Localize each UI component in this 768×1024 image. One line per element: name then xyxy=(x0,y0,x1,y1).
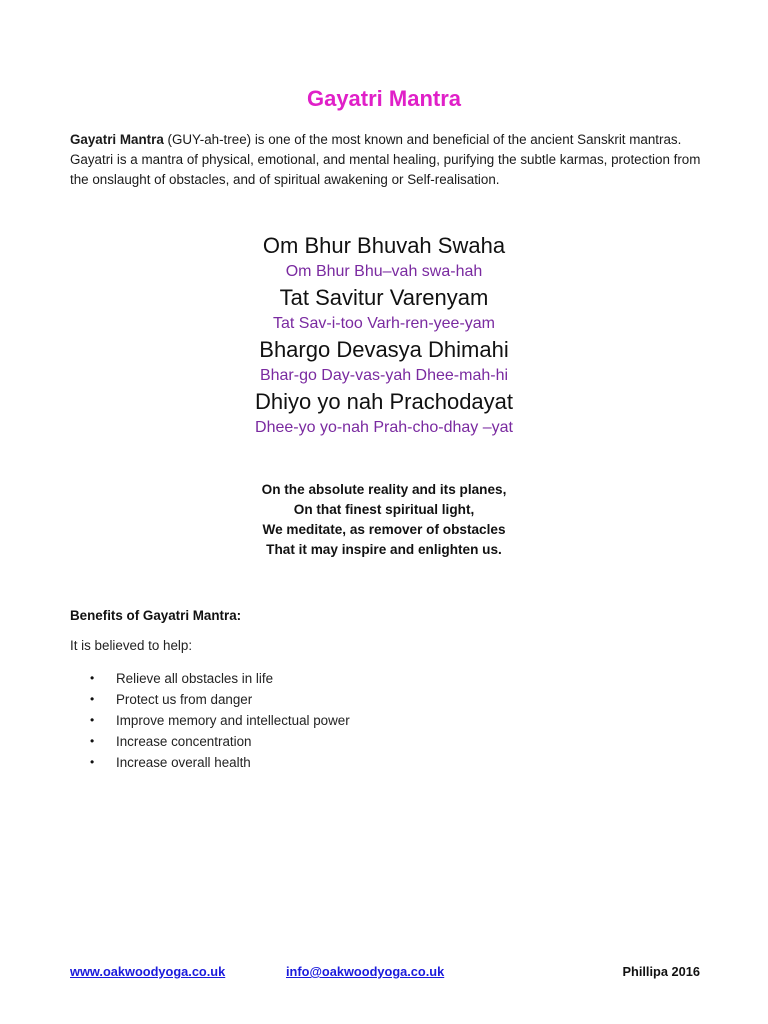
mantra-pronunciation: Dhee-yo yo-nah Prah-cho-dhay –yat xyxy=(255,419,513,436)
bullet-icon: • xyxy=(90,713,95,727)
mantra-pronunciation: Om Bhur Bhu–vah swa-hah xyxy=(285,263,483,280)
list-item-text: Increase overall health xyxy=(116,755,251,770)
list-item xyxy=(90,731,350,752)
list-item xyxy=(90,752,350,773)
mantra-pronunciation: Tat Sav-i-too Varh-ren-yee-yam xyxy=(273,315,495,332)
translation-block xyxy=(0,480,768,560)
intro-text: (GUY-ah-tree) is one of the most known and beneficial of the ancient Sanskrit mantras. Gayatri is a mantra of physical, emotional, and mental healing, purifying the subtle karmas, protection from the onslaught of obstacles, and of spiritual awakening or Self-realisation. xyxy=(70,132,701,187)
list-item-text: Relieve all obstacles in life xyxy=(116,671,274,686)
list-item-text: Protect us from danger xyxy=(116,692,253,707)
bullet-icon: • xyxy=(90,734,95,748)
bullet-icon: • xyxy=(90,692,95,706)
benefits-heading: Benefits of Gayatri Mantra: xyxy=(70,608,242,623)
translation-line: We meditate, as remover of obstacles xyxy=(262,522,506,537)
mantra-line: Om Bhur Bhuvah Swaha xyxy=(262,233,506,258)
page-footer xyxy=(70,964,700,984)
email-link[interactable]: info@oakwoodyoga.co.uk xyxy=(286,964,445,979)
footer-credit: Phillipa 2016 xyxy=(622,964,700,979)
translation-line: That it may inspire and enlighten us. xyxy=(266,542,502,557)
benefits-list xyxy=(90,668,350,773)
intro-term: Gayatri Mantra xyxy=(70,132,164,147)
page-title: Gayatri Mantra xyxy=(306,86,462,111)
mantra-block xyxy=(0,230,768,438)
list-item-text: Increase concentration xyxy=(116,734,252,749)
translation-line: On the absolute reality and its planes, xyxy=(261,482,507,497)
list-item xyxy=(90,689,350,710)
mantra-pronunciation: Bhar-go Day-vas-yah Dhee-mah-hi xyxy=(259,367,509,384)
list-item-text: Improve memory and intellectual power xyxy=(116,713,350,728)
list-item xyxy=(90,668,350,689)
intro-paragraph xyxy=(70,130,710,190)
website-link[interactable]: www.oakwoodyoga.co.uk xyxy=(70,964,226,979)
list-item xyxy=(90,710,350,731)
mantra-line: Tat Savitur Varenyam xyxy=(279,285,489,310)
benefits-intro: It is believed to help: xyxy=(70,638,193,653)
bullet-icon: • xyxy=(90,755,95,769)
translation-line: On that finest spiritual light, xyxy=(293,502,475,517)
bullet-icon: • xyxy=(90,671,95,685)
mantra-line: Dhiyo yo nah Prachodayat xyxy=(254,389,514,414)
mantra-line: Bhargo Devasya Dhimahi xyxy=(259,337,509,362)
